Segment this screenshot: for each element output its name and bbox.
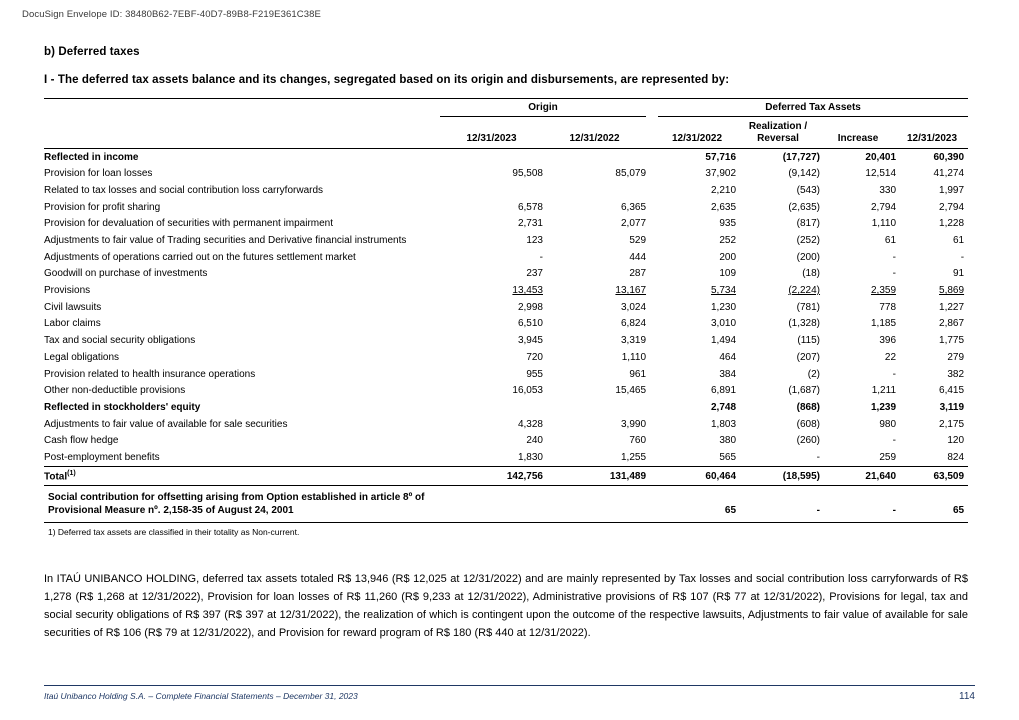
total-value: 131,489: [543, 467, 646, 486]
table-row: [44, 383, 968, 400]
row-value: -: [960, 251, 965, 263]
row-label: Legal obligations: [44, 351, 120, 363]
row-spacer: [646, 316, 658, 333]
row-value: 980: [879, 418, 897, 430]
deferred-tax-assets-table: [44, 98, 968, 523]
row-label: Provision for loan losses: [44, 168, 153, 180]
row-value: (18): [802, 268, 821, 280]
row-spacer: [646, 199, 658, 216]
row-value: 6,824: [620, 318, 647, 330]
row-value: 6,365: [620, 201, 647, 213]
row-value: [543, 149, 646, 166]
total-label-note: (1): [67, 469, 76, 477]
row-value: 2,748: [710, 401, 737, 413]
footer-document-title: Itaú Unibanco Holding S.A. – Complete Financial Statements – December 31, 2023: [44, 691, 358, 701]
row-label: Goodwill on purchase of investments: [44, 268, 208, 280]
col-header-realization-reversal: Realization / Reversal: [736, 117, 820, 149]
row-label: Other non-deductible provisions: [44, 385, 186, 397]
row-value: 384: [719, 368, 737, 380]
row-value: (260): [796, 435, 821, 447]
row-value: 4,328: [517, 418, 543, 430]
row-value: 22: [884, 351, 897, 363]
row-label: Reflected in stockholders' equity: [44, 401, 201, 413]
row-value: (200): [796, 251, 821, 263]
row-value: 259: [879, 451, 897, 463]
table-row: [44, 349, 968, 366]
row-value: 60,390: [933, 151, 965, 163]
row-spacer: [646, 149, 658, 166]
row-value: 61: [884, 235, 897, 247]
row-value: 61: [952, 235, 965, 247]
row-value: [543, 182, 646, 199]
page-footer: [44, 685, 975, 702]
row-value: 41,274: [933, 168, 965, 180]
row-spacer: [646, 216, 658, 233]
row-value: 13,453: [512, 285, 543, 297]
row-value: 123: [526, 235, 543, 247]
row-label: Adjustments of operations carried out on the futures settlement market: [44, 251, 356, 263]
social-contribution-value: -: [736, 486, 820, 523]
row-value: 15,465: [615, 385, 647, 397]
row-value: -: [892, 368, 897, 380]
row-value: 1,227: [939, 301, 965, 313]
row-label: Post-employment benefits: [44, 451, 160, 463]
row-value: 1,211: [871, 385, 897, 397]
body-paragraph: In ITAÚ UNIBANCO HOLDING, deferred tax assets totaled R$ 13,946 (R$ 12,025 at 12/31/2022) and are mainly represented by Tax losses and social contribution loss carryforwards of R$ 1,278 (R$ 1,268 at 12/31/2022), Provision for loan losses of R$ 11,260 (R$ 9,233 at 12/31/2022), Administrative provisions of R$ 107 (R$ 77 at 12/31/2022), Provisions for legal, tax and social security obligations of R$ 397 (R$ 397 at 12/31/2022), the realization of which is contingent upon the outcome of the respective lawsuits, Adjustments to fair value of available for sale securities of R$ 106 (R$ 79 at 12/31/2022), and Provision for reward program of R$ 180 (R$ 440 at 12/31/2022).: [44, 573, 968, 639]
row-value: 6,891: [710, 385, 737, 397]
row-label: Tax and social security obligations: [44, 335, 196, 347]
row-value: [440, 182, 543, 199]
col-header-spacer: [646, 117, 658, 149]
table-row: [44, 266, 968, 283]
table-group-header-row: [44, 99, 968, 117]
row-label: Reflected in income: [44, 151, 139, 163]
row-value: 237: [526, 268, 543, 280]
row-value: 57,716: [705, 151, 737, 163]
row-value: 935: [719, 218, 737, 230]
row-value: [543, 399, 646, 416]
row-spacer: [646, 433, 658, 450]
row-value: 2,794: [870, 201, 897, 213]
row-value: 444: [629, 251, 647, 263]
row-label: Provision for profit sharing: [44, 201, 161, 213]
row-value: 961: [629, 368, 647, 380]
table-row: [44, 216, 968, 233]
row-value: (2): [807, 368, 821, 380]
section-heading-i: I - The deferred tax assets balance and its changes, segregated based on its origin and disbursements, are represented by:: [44, 74, 730, 86]
row-value: 95,508: [512, 168, 543, 180]
row-value: (1,328): [788, 318, 821, 330]
row-value: 1,230: [710, 301, 737, 313]
row-label: Cash flow hedge: [44, 435, 119, 447]
col-header-origin-2022: 12/31/2022: [543, 117, 646, 149]
table-column-header-row: [44, 117, 968, 149]
page-content: [44, 46, 974, 642]
row-value: 2,794: [939, 201, 965, 213]
row-value: 3,119: [939, 401, 965, 413]
docusign-envelope-id: DocuSign Envelope ID: 38480B62-7EBF-40D7-89B8-F219E361C38E: [22, 9, 321, 20]
row-spacer: [646, 266, 658, 283]
row-spacer: [646, 416, 658, 433]
total-value: 21,640: [820, 467, 896, 486]
row-value: 6,578: [517, 201, 543, 213]
row-value: 5,734: [710, 285, 737, 297]
col-header-blank: [44, 117, 440, 149]
group-header-blank: [44, 99, 440, 117]
row-spacer: [646, 449, 658, 466]
row-value: 252: [719, 235, 737, 247]
row-value: 1,494: [710, 335, 737, 347]
row-value: (868): [796, 401, 821, 413]
table-row: [44, 433, 968, 450]
row-value: 2,175: [939, 418, 965, 430]
table-row: [44, 283, 968, 300]
row-value: (1,687): [788, 385, 821, 397]
row-value: -: [892, 251, 897, 263]
table-total-row: [44, 467, 968, 486]
row-value: 279: [947, 351, 965, 363]
row-spacer: [646, 182, 658, 199]
row-label: Provisions: [44, 285, 91, 297]
row-value: (781): [796, 301, 821, 313]
row-value: 720: [526, 351, 543, 363]
row-value: 5,869: [939, 285, 965, 297]
row-value: 1,830: [517, 451, 543, 463]
total-label: [44, 467, 440, 486]
table-row: [44, 366, 968, 383]
row-value: 1,110: [871, 218, 897, 230]
row-value: 3,024: [620, 301, 647, 313]
footer-page-number: 114: [959, 691, 975, 702]
row-value: 3,010: [710, 318, 737, 330]
row-value: (252): [796, 235, 821, 247]
row-label: Adjustments to fair value of Trading securities and Derivative financial instruments: [44, 235, 407, 247]
social-contribution-value: [543, 486, 646, 523]
row-value: (2,224): [788, 285, 821, 297]
row-value: 1,997: [939, 184, 965, 196]
row-value: (543): [796, 184, 821, 196]
table-row: [44, 299, 968, 316]
table-row: [44, 166, 968, 183]
row-value: 2,210: [710, 184, 737, 196]
total-value: (18,595): [736, 467, 820, 486]
row-value: -: [816, 451, 821, 463]
row-value: 2,635: [710, 201, 737, 213]
row-value: 464: [719, 351, 737, 363]
row-value: 1,110: [621, 351, 647, 363]
row-spacer: [646, 299, 658, 316]
row-value: 287: [629, 268, 647, 280]
table-row: [44, 249, 968, 266]
table-row: [44, 182, 968, 199]
row-value: 778: [879, 301, 897, 313]
row-value: 1,228: [939, 218, 965, 230]
row-value: 2,998: [517, 301, 543, 313]
group-header-spacer: [646, 99, 658, 117]
row-label: Labor claims: [44, 318, 101, 330]
row-label: Adjustments to fair value of available for sale securities: [44, 418, 288, 430]
row-value: (608): [796, 418, 821, 430]
table-row: [44, 149, 968, 166]
row-value: 91: [952, 268, 965, 280]
row-value: -: [892, 435, 897, 447]
row-label: Related to tax losses and social contribution loss carryforwards: [44, 184, 324, 196]
group-header-deferred-tax-assets: Deferred Tax Assets: [658, 99, 968, 117]
social-contribution-value: [440, 486, 543, 523]
row-value: 1,775: [939, 335, 965, 347]
row-spacer: [646, 166, 658, 183]
row-spacer: [646, 232, 658, 249]
row-spacer: [646, 249, 658, 266]
row-spacer: [646, 349, 658, 366]
section-heading-b: b) Deferred taxes: [44, 46, 140, 58]
row-spacer: [646, 283, 658, 300]
row-value: 1,803: [710, 418, 737, 430]
total-value: 142,756: [440, 467, 543, 486]
row-value: (817): [796, 218, 821, 230]
row-value: 565: [719, 451, 737, 463]
row-value: 760: [629, 435, 647, 447]
col-header-dta-2023: 12/31/2023: [896, 117, 968, 149]
social-contribution-value: 65: [658, 486, 736, 523]
total-value: 60,464: [658, 467, 736, 486]
table-row: [44, 416, 968, 433]
row-value: 16,053: [512, 385, 543, 397]
row-value: 240: [526, 435, 543, 447]
table-row: [44, 232, 968, 249]
row-value: (207): [796, 351, 821, 363]
col-header-increase: Increase: [820, 117, 896, 149]
row-value: 200: [719, 251, 737, 263]
social-contribution-label: Social contribution for offsetting arising from Option established in article 8º of Provisional Measure nº. 2,158-35 of August 24, 2001: [44, 486, 440, 523]
row-value: 955: [526, 368, 543, 380]
group-header-origin: Origin: [440, 99, 646, 117]
row-value: 109: [719, 268, 737, 280]
row-label: Provision for devaluation of securities with permanent impairment: [44, 218, 334, 230]
table-row: [44, 399, 968, 416]
row-value: 120: [947, 435, 965, 447]
row-value: (17,727): [782, 151, 821, 163]
row-value: 2,731: [517, 218, 543, 230]
table-row: [44, 333, 968, 350]
row-value: 20,401: [865, 151, 897, 163]
row-value: -: [539, 251, 543, 263]
col-header-dta-2022: 12/31/2022: [658, 117, 736, 149]
total-spacer: [646, 467, 658, 486]
table-row: [44, 199, 968, 216]
social-spacer: [646, 486, 658, 523]
row-value: 330: [879, 184, 897, 196]
row-value: (9,142): [788, 168, 821, 180]
row-spacer: [646, 399, 658, 416]
col-header-origin-2023: 12/31/2023: [440, 117, 543, 149]
row-value: 1,185: [870, 318, 897, 330]
row-value: 12,514: [865, 168, 897, 180]
row-value: 13,167: [615, 285, 647, 297]
row-value: 380: [719, 435, 737, 447]
row-value: 3,990: [620, 418, 647, 430]
row-label: Civil lawsuits: [44, 301, 102, 313]
row-value: 382: [947, 368, 965, 380]
table-row: [44, 316, 968, 333]
row-value: 1,239: [870, 401, 897, 413]
row-value: 2,867: [939, 318, 965, 330]
row-value: 37,902: [705, 168, 737, 180]
row-value: (115): [797, 335, 821, 347]
row-value: 1,255: [620, 451, 647, 463]
row-spacer: [646, 366, 658, 383]
table-footnote: 1) Deferred tax assets are classified in their totality as Non-current.: [48, 527, 300, 538]
row-label: Provision related to health insurance operations: [44, 368, 256, 380]
row-value: 529: [629, 235, 647, 247]
row-value: 3,319: [620, 335, 647, 347]
total-value: 63,509: [896, 467, 968, 486]
row-value: 396: [879, 335, 897, 347]
row-value: 6,510: [517, 318, 543, 330]
row-spacer: [646, 383, 658, 400]
row-value: 85,079: [615, 168, 647, 180]
social-contribution-value: -: [820, 486, 896, 523]
row-value: 824: [947, 451, 965, 463]
table-body: [44, 149, 968, 523]
row-value: (2,635): [788, 201, 821, 213]
social-contribution-row: [44, 486, 968, 523]
row-value: 6,415: [939, 385, 965, 397]
row-value: -: [892, 268, 897, 280]
row-value: 2,077: [620, 218, 647, 230]
row-value: [440, 399, 543, 416]
row-spacer: [646, 333, 658, 350]
social-contribution-value: 65: [896, 486, 968, 523]
table-row: [44, 449, 968, 466]
row-value: [440, 149, 543, 166]
total-label-text: Total: [44, 470, 68, 482]
row-value: 2,359: [870, 285, 897, 297]
row-value: 3,945: [517, 335, 543, 347]
